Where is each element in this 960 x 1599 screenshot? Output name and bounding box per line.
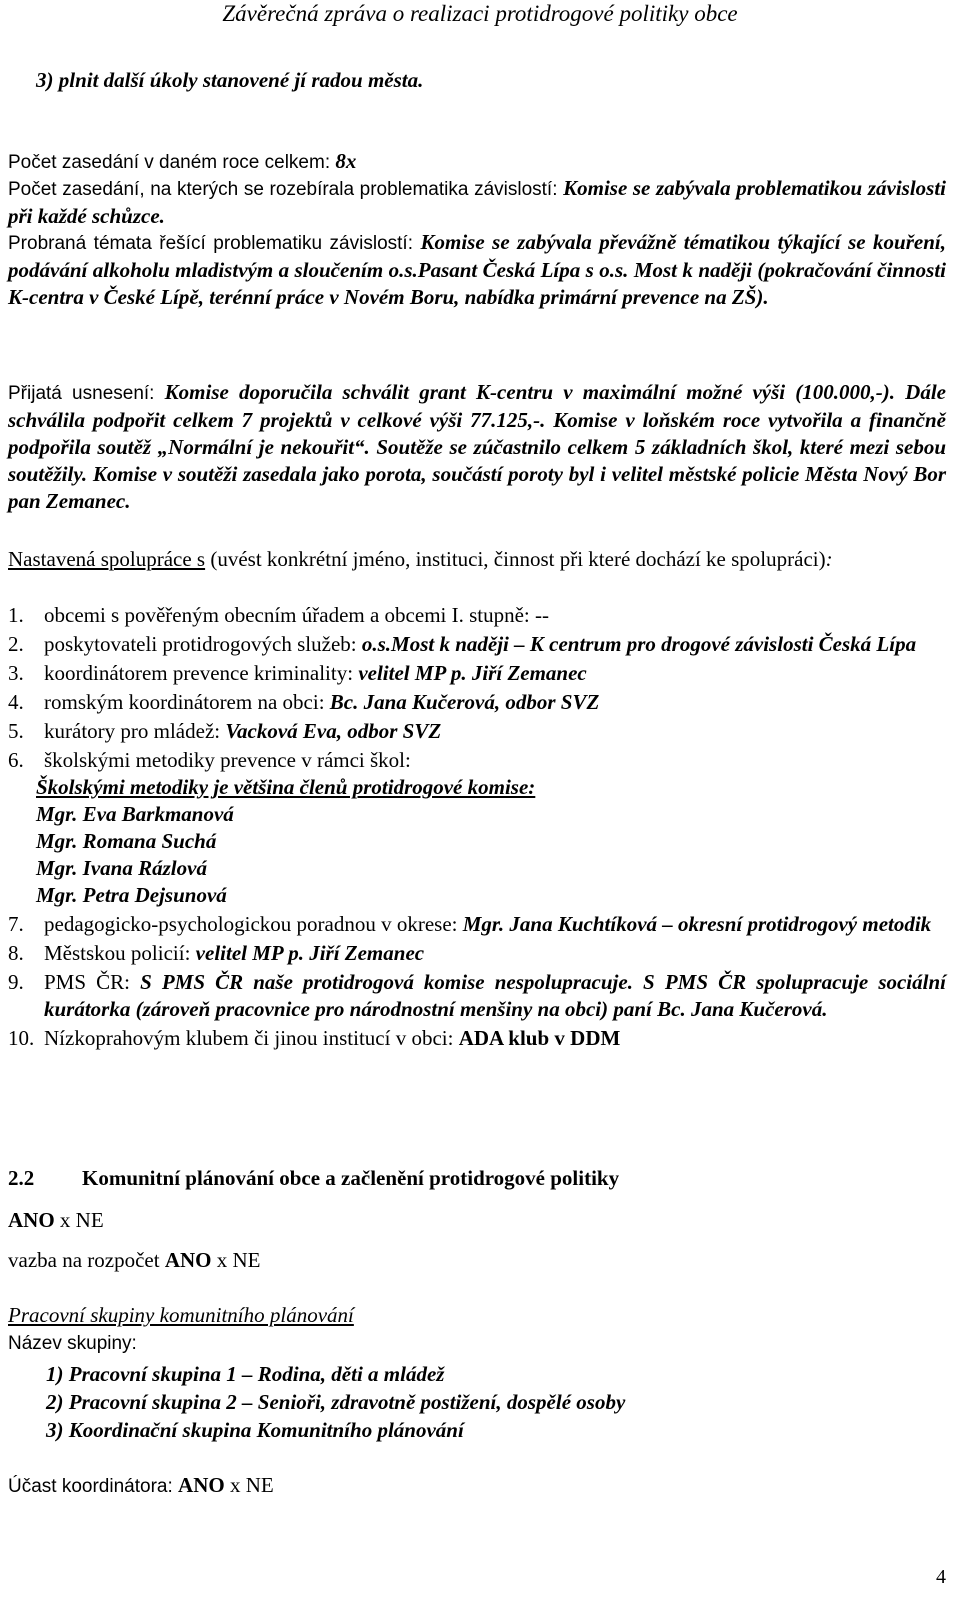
meetings-count-value: 8x xyxy=(335,149,357,173)
list-item: 1. obcemi s pověřeným obecním úřadem a obcemi I. stupně: -- xyxy=(8,603,550,627)
workgroups-heading: Pracovní skupiny komunitního plánování xyxy=(8,1303,354,1327)
section-title: Komunitní plánování obce a začlenění protidrogové politiky xyxy=(82,1166,620,1190)
list-item: 4. romským koordinátorem na obci: Bc. Jana Kučerová, odbor SVZ xyxy=(8,690,600,714)
resolutions xyxy=(8,379,946,515)
workgroups-name-label: Název skupiny: xyxy=(8,1333,137,1354)
school-name: Mgr. Ivana Rázlová xyxy=(36,856,207,880)
meetings-themes-value-2: Pasant Česká Lípa s o.s. Most k naději (pokračování činnosti K-centra v České Lípě, terénní práce v Novém Boru, nabídka primární prevence na ZŠ). xyxy=(8,258,946,309)
school-name: Mgr. Petra Dejsunová xyxy=(36,883,227,907)
cooperation-heading xyxy=(8,546,946,573)
resolutions-label: Přijatá usnesení: xyxy=(8,383,165,404)
list-item: 7. pedagogicko-psychologickou poradnou v okrese: Mgr. Jana Kuchtíková – okresní protidrogový metodik xyxy=(8,912,932,936)
cooperation-heading-colon: : xyxy=(825,547,833,571)
meetings-topic xyxy=(8,175,946,230)
list-item: 5. kurátory pro mládež: Vacková Eva, odbor SVZ xyxy=(8,719,442,743)
meetings-topic-label: Počet zasedání, na kterých se rozebírala problematika závislostí: xyxy=(8,179,564,200)
document-title: Závěrečná zpráva o realizaci protidrogové politiky obce xyxy=(222,1,738,26)
school-name: Mgr. Eva Barkmanová xyxy=(36,802,234,826)
meetings-themes xyxy=(8,229,946,311)
workgroup-item: 1) Pracovní skupina 1 – Rodina, děti a mládež xyxy=(46,1362,445,1386)
workgroup-item: 3) Koordinační skupina Komunitního plánování xyxy=(46,1418,464,1442)
meetings-count-label: Počet zasedání v daném roce celkem: xyxy=(8,152,336,173)
list-item: 8. Městskou policií: velitel MP p. Jiří Zemanec xyxy=(8,941,425,965)
list-item: 6. školskými metodiky prevence v rámci škol: xyxy=(8,748,411,772)
coordinator-answer: Účast koordinátora: ANO x NE xyxy=(8,1473,274,1497)
list-item: 2. poskytovateli protidrogových služeb: o.s.Most k naději – K centrum pro drogové závislosti Česká Lípa xyxy=(8,632,917,656)
section-2-2-heading xyxy=(8,1165,946,1192)
page-number: 4 xyxy=(936,1566,946,1588)
meetings-topic-value: Komise se zabývala problematikou závislosti při každé schůzce. xyxy=(8,176,946,228)
budget-answer: vazba na rozpočet ANO x NE xyxy=(8,1248,261,1272)
list-item: 9. PMS ČR: S PMS ČR naše protidrogová komise nespolupracuje. S PMS ČR spolupracuje sociální kurátorka (zároveň pracovnice pro národnostní menšiny na obci) paní Bc. Jana Kučerová. xyxy=(8,970,946,1021)
meetings-count xyxy=(8,148,946,176)
list-item: 3. koordinátorem prevence kriminality: velitel MP p. Jiří Zemanec xyxy=(8,661,587,685)
meetings-themes-label: Probraná témata řešící problematiku závislostí: xyxy=(8,233,421,254)
workgroup-item: 2) Pracovní skupina 2 – Senioři, zdravotně postižení, dospělé osoby xyxy=(46,1390,626,1414)
task-item-3: 3) plnit další úkoly stanovené jí radou města. xyxy=(36,68,424,92)
list-item: 10. Nízkoprahovým klubem či jinou institucí v obci: ADA klub v DDM xyxy=(8,1026,621,1050)
meetings-themes-value-1: Komise se zabývala převážně tématikou týkající se kouření, podávání alkoholu mladistvým a sloučením o.s. xyxy=(8,230,946,282)
cooperation-heading-underlined: Nastavená spolupráce s xyxy=(8,547,206,571)
school-heading: Školskými metodiky je většina členů protidrogové komise: xyxy=(36,775,536,799)
section-number: 2.2 xyxy=(8,1166,35,1190)
cp-answer: ANO x NE xyxy=(8,1208,104,1232)
cooperation-heading-rest: (uvést konkrétní jméno, instituci, činnost při které dochází ke spolupráci) xyxy=(205,547,826,571)
school-name: Mgr. Romana Suchá xyxy=(36,829,217,853)
resolutions-text: Komise doporučila schválit grant K-centru v maximální možné výši (100.000,-). Dále schválila podpořit celkem 7 projektů v celkové výši 77.125,-. Komise v loňském roce vytvořila a finančně podpořila soutěž „Normální je nekouřit“. Soutěže se zúčastnilo celkem 5 základních škol, které mezi sebou soutěžily. Komise v soutěži zasedala jako porota, součástí poroty byl i velitel městské policie Města Nový Bor pan Zemanec. xyxy=(8,380,946,513)
cooperation-list xyxy=(8,602,946,1052)
